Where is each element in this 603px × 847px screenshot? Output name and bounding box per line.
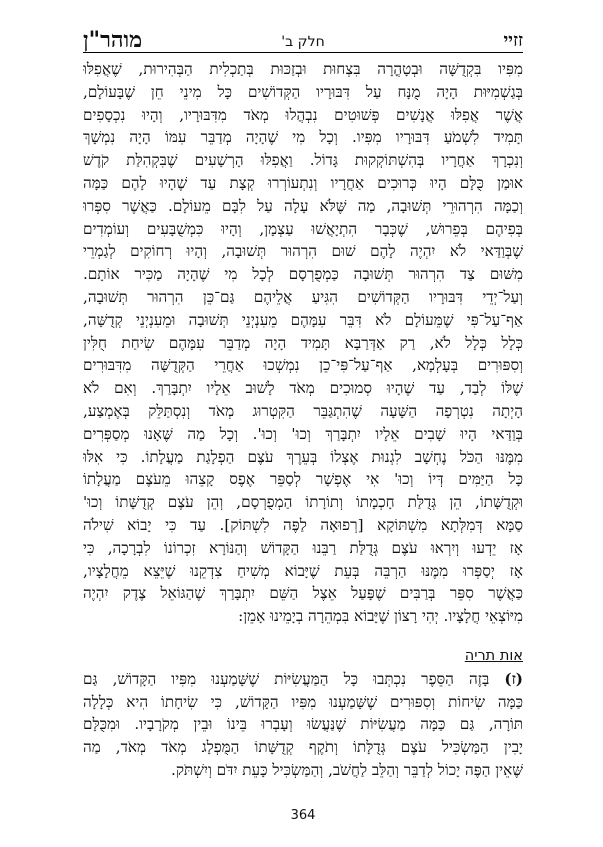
text-line: בְּגַשְׁמִיּוּת הָיָה מֻנָּח עַל דִּבּוּרָיו הַקְּדוֹשִׁים כָּל מִינֵי חֵן שֶׁבָּעוֹלָם, bbox=[83, 82, 523, 101]
text-line: בְּפִיהֶם בְּפֵרוּשׁ, שֶׁכְּבָר הִתְיָאֲשׁוּ עַצְמָן, וְהָיוּ כִּמְשֻׁבָּעִים וְעוֹמְדִים bbox=[83, 219, 523, 238]
text-line: שֶּׁאֵין הַפֶּה יָכוֹל לְדַבֵּר וְהַלֵּב לַחֲשֹׁב, וְהַמַּשְׂכִּיל כָּעֵת יִדֹּם וְיִשְׁתֹּק. bbox=[171, 760, 523, 779]
text-line: כַּאֲשֶׁר סִפֵּר בְּרַבִּים שֶׁפָּעַל אֵצֶל הַשֵּׁם יִתְבָּרַךְ שֶׁהַגּוֹאֵל צֶדֶק יִהְיֶה bbox=[83, 584, 523, 603]
text-line: וְנִכְרָךְ אַחֲרָיו בְּהִשְׁתּוֹקְקוּת גָּדוֹל. וַאֲפִלּוּ הָרְשָׁעִים שֶׁבִּקְהִלַּת קֹדֶשׁ bbox=[83, 151, 523, 170]
header-part-label: חלק ב' bbox=[281, 34, 325, 50]
text-line: וְסִפּוּרִים בְּעָלְמָא, אַף־עַל־פִּי־כֵן נִמְשְׁכוּ אַחֲרֵי הַקְּדֻשָּׁה מִדִּבּוּרִים bbox=[83, 356, 523, 375]
text-line: אָז יְסַפְּרוּ מִמֶּנּוּ הַרְבֵּה בְּעֵת שֶׁיָּבוֹא מְשִׁיחַ צִדְקֵנוּ שֶׁיֵּצֵא מֵחֲלָצָיו, bbox=[83, 561, 523, 580]
text-line: שֶׁלּוֹ לְבַד, עַד שֶׁהָיוּ סְמוּכִים מְאֹד לָשׁוּב אֵלָיו יִתְבָּרַךְ. וְאִם לֹא bbox=[83, 379, 523, 398]
text-line: תּוֹרָה, גַּם כַּמָּה מַעֲשִׂיּוֹת שֶׁנַּעֲשׂוּ וְעָבְרוּ בֵּינוֹ וּבֵין מְקֹרָבָיו. וּמִכֻּלָּם bbox=[83, 715, 523, 734]
text-line: תָּמִיד לִשְׁמֹעַ דִּבּוּרָיו מִפִּיו. וְכָל מִי שֶׁהָיָה מְדַבֵּר עִמּוֹ הָיָה נִמְשָׁךְ bbox=[83, 128, 523, 147]
text-line: וְעַל־יְדֵי דִּבּוּרָיו הַקְּדוֹשִׁים הִגִּיעַ אֲלֵיהֶם גַּם־כֵּן הִרְהוּר תְּשׁוּבָה, bbox=[83, 287, 523, 306]
text-line: בָּזֶה הַסֵּפֶר נִכְתְּבוּ כָּל הַמַּעֲשִׂיּוֹת שֶׁשָּׁמַעְנוּ מִפִּיו הַקָּדוֹשׁ, גַּם bbox=[83, 669, 490, 688]
text-line: וְכַמָּה הִרְהוּרֵי תְּשׁוּבָה, מַה שֶּׁלֹּא עָלָה עַל לִבָּם מֵעוֹלָם. כַּאֲשֶׁר סִפְּרוּ bbox=[83, 196, 523, 215]
text-line: שֶׁבְּוַדַּאי לֹא יִהְיֶה לָהֶם שׁוּם הִרְהוּר תְּשׁוּבָה, וְהָיוּ רְחוֹקִים לְגַמְרֵי bbox=[83, 242, 523, 261]
page-number: 364 bbox=[290, 808, 316, 823]
text-line: בְּוַדַּאי הָיוּ שָׁבִים אֵלָיו יִתְבָּרַךְ וְכוּ' וְכוּ'. וְכָל מַה שֶּׁאָנוּ מְסַפְּרִים bbox=[83, 424, 523, 443]
header-book-title: מוהר"ן bbox=[83, 27, 143, 53]
text-line: מִמֶּנּוּ הַכֹּל נֶחְשָׁב לִגְנוּת אֶצְלוֹ בְּעֵרֶךְ עֹצֶם הַפְלָגַת מַעֲלָתוֹ. כִּי אִלּוּ bbox=[83, 447, 523, 466]
section-title: אות תריה bbox=[464, 648, 523, 664]
text-line: כַּמָּה שִׂיחוֹת וְסִפּוּרִים שֶׁשָּׁמַעְנוּ מִפִּיו הַקָּדוֹשׁ, כִּי שִׂיחָתוֹ הִיא כְּלָלָה bbox=[83, 692, 523, 711]
text-line: מִיּוֹצְאֵי חֲלָצָיו. יְהִי רָצוֹן שֶׁיָּבוֹא בִּמְהֵרָה בְיָמֵינוּ אָמֵן: bbox=[238, 607, 523, 626]
text-line: הָיְתָה נִטְרְפָה הַשָּׁעָה שֶׁהִתְגַּבֵּר הַקִּטְרוּג מְאֹד וְנִסְתַּלֵּק בְּאֶמְצַע, bbox=[83, 401, 523, 420]
text-line: מִשּׁוּם צַד הִרְהוּר תְּשׁוּבָה כַּמְפֻרְסָם לְכָל מִי שֶׁהָיָה מַכִּיר אוֹתָם. bbox=[83, 265, 523, 284]
text-line: כְּלָל כְּלָל לֹא, רַק אַדְּרַבָּא תָּמִיד הָיָה מְדַבֵּר עִמָּהֶם שִׂיחַת חֻלִּין bbox=[83, 333, 523, 352]
header-right-title: זזיי bbox=[503, 30, 523, 51]
paragraph-number: (ז) bbox=[504, 669, 523, 688]
text-line: וּקְדֻשָּׁתוֹ, הֵן גְּדֻלַּת חָכְמָתוֹ וְתוֹרָתוֹ הַמְפֻרְסָם, וְהֵן עֹצֶם קְדֻשָּׁתוֹ וְכוּ' bbox=[83, 493, 523, 512]
text-line: סַמָּא דְּמִלְּתָא מִשְׁתּוֹקָא [רְפוּאָה לַפֶּה לִשְׁתּוֹק]. עַד כִּי יָבוֹא שִׁילֹה bbox=[83, 515, 523, 534]
section-tariyah bbox=[83, 645, 523, 782]
text-line: אוּמַן כֻּלָּם הָיוּ כְּרוּכִים אַחֲרָיו וְנִתְעוֹרְרוּ קְצָת עַד שֶׁהָיוּ לָהֶם כַּמָּה bbox=[83, 173, 523, 192]
main-paragraph bbox=[83, 58, 523, 628]
running-header bbox=[83, 27, 523, 53]
text-line: יָבִין הַמַּשְׂכִּיל עֹצֶם גְּדֻלָּתוֹ וְתֹקֶף קְדֻשָּׁתוֹ הַמֻּפְלָג מְאֹד מְאֹד, מַה bbox=[83, 738, 523, 757]
text-line: כָּל הַיַּמִּים דְּיוֹ וְכוּ' אִי אֶפְשָׁר לְסַפֵּר אֶפֶס קָצֵהוּ מֵעֹצֶם מַעֲלָתוֹ bbox=[83, 470, 523, 489]
text-line: אֲשֶׁר אֲפִלּוּ אֲנָשִׁים פְּשׁוּטִים נִבְהֲלוּ מְאֹד מִדִּבּוּרָיו, וְהָיוּ נִכְסָפִים bbox=[83, 105, 523, 124]
text-line: אַף־עַל־פִּי שֶׁמֵּעוֹלָם לֹא דִּבֵּר עִמָּהֶם מֵעִנְיְנֵי תְּשׁוּבָה וּמֵעִנְיְנֵי קְדֻשָּׁה, bbox=[83, 310, 523, 329]
text-line: אָז יֵדְעוּ וְיִרְאוּ עֹצֶם גְּדֻלַּת רַבֵּנוּ הַקָּדוֹשׁ וְהַנּוֹרָא זִכְרוֹנוֹ לִבְרָכָה, כִּי bbox=[83, 538, 523, 557]
text-line-first bbox=[83, 668, 523, 691]
book-page bbox=[83, 0, 523, 847]
text-line: מִפִּיו בִּקְדֻשָּׁה וּבְטָהֳרָה בִּצְחוּת וּבְזַכּוּת בְּתַכְלִית הַבְּהִירוּת, שֶׁאֲפִלּוּ bbox=[83, 60, 523, 78]
